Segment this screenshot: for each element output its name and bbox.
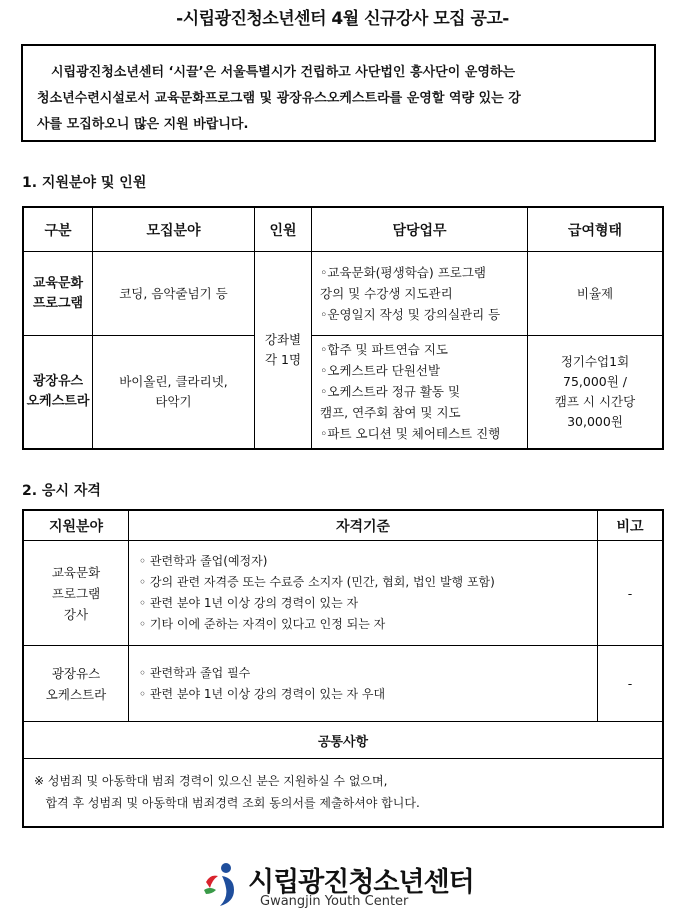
headcount-text: 강좌별 bbox=[264, 331, 302, 347]
center-logo bbox=[200, 860, 500, 910]
pay-text: 캠프 시 시간당 bbox=[554, 393, 636, 409]
common-line: 합격 후 성범죄 및 아동학대 범죄경력 조회 동의서를 제출하셔야 합니다. bbox=[34, 796, 420, 811]
field-cell bbox=[23, 541, 129, 646]
criteria-item: ◦ 강의 관련 자격증 또는 수료증 소지자 (민간, 협회, 법인 발행 포함) bbox=[139, 575, 495, 589]
common-heading: 공통사항 bbox=[23, 722, 663, 759]
criteria-cell bbox=[129, 541, 598, 646]
pay-cell bbox=[528, 336, 664, 449]
category-text: 광장유스 bbox=[32, 373, 84, 389]
field-text: 오케스트라 bbox=[45, 686, 107, 702]
duty-item: 캠프, 연주회 참여 및 지도 bbox=[320, 405, 461, 421]
table-row bbox=[23, 541, 663, 646]
headcount-text: 각 1명 bbox=[264, 351, 302, 367]
field-text: 교육문화 bbox=[51, 564, 101, 580]
criteria-item: ◦ 기타 이에 준하는 자격이 있다고 인정 되는 자 bbox=[139, 617, 386, 631]
header-headcount: 인원 bbox=[255, 207, 312, 252]
duty-item: 강의 및 수강생 지도관리 bbox=[320, 286, 453, 301]
category-cell bbox=[23, 252, 93, 336]
field-text: 광장유스 bbox=[51, 665, 101, 681]
intro-line: 청소년수련시설로서 교육문화프로그램 및 광장유스오케스트라를 운영할 역량 있는 강 bbox=[37, 91, 521, 106]
table-row bbox=[23, 252, 663, 336]
criteria-item: ◦ 관련 분야 1년 이상 강의 경력이 있는 자 우대 bbox=[139, 686, 386, 701]
field-text: 바이올린, 클라리넷, bbox=[119, 373, 228, 389]
duties-cell bbox=[312, 336, 528, 449]
duty-item: ◦합주 및 파트연습 지도 bbox=[320, 342, 448, 358]
common-heading-row bbox=[23, 722, 663, 759]
logo-name-kr: 시립광진청소년센터 bbox=[248, 867, 474, 898]
recruit-table bbox=[22, 206, 664, 450]
criteria-item: ◦ 관련학과 졸업(예정자) bbox=[139, 554, 268, 568]
duty-item: ◦오케스트라 정규 활동 및 bbox=[320, 384, 461, 400]
header-field: 모집분야 bbox=[93, 207, 255, 252]
category-text: 교육문화 bbox=[32, 275, 84, 291]
pay-text: 30,000원 bbox=[567, 413, 623, 429]
common-body-row bbox=[23, 759, 663, 827]
note-cell: - bbox=[598, 646, 664, 722]
table-header-row bbox=[23, 510, 663, 541]
criteria-item: ◦ 관련학과 졸업 필수 bbox=[139, 665, 251, 680]
intro-box bbox=[21, 44, 656, 142]
duty-item: ◦운영일지 작성 및 강의실관리 등 bbox=[320, 307, 501, 322]
note-cell: - bbox=[598, 541, 664, 646]
field-cell bbox=[23, 646, 129, 722]
category-text: 프로그램 bbox=[32, 295, 84, 311]
duty-item: ◦오케스트라 단원선발 bbox=[320, 363, 441, 379]
pay-text: 75,000원 / bbox=[563, 373, 627, 389]
logo-mark-icon bbox=[200, 860, 244, 910]
page-title: -시립광진청소년센터 4월 신규강사 모집 공고- bbox=[176, 9, 509, 29]
duties-cell bbox=[312, 252, 528, 336]
field-cell: 코딩, 음악줄넘기 등 bbox=[93, 252, 255, 336]
table-row bbox=[23, 336, 663, 449]
field-cell bbox=[93, 336, 255, 449]
header-pay: 급여형태 bbox=[528, 207, 664, 252]
criteria-cell bbox=[129, 646, 598, 722]
field-text: 타악기 bbox=[155, 393, 192, 409]
intro-line: 시립광진청소년센터 ‘시끌’은 서울특별시가 건립하고 사단법인 흥사단이 운영하는 bbox=[51, 65, 516, 80]
header-criteria: 자격기준 bbox=[129, 510, 598, 541]
header-note: 비고 bbox=[598, 510, 664, 541]
common-line: ※ 성범죄 및 아동학대 범죄 경력이 있으신 분은 지원하실 수 없으며, bbox=[34, 774, 388, 789]
category-text: 오케스트라 bbox=[26, 393, 90, 409]
table-row bbox=[23, 646, 663, 722]
headcount-cell bbox=[255, 252, 312, 449]
table-header-row bbox=[23, 207, 663, 252]
section2-heading: 2. 응시 자격 bbox=[22, 483, 101, 499]
intro-line: 사를 모집하오니 많은 지원 바랍니다. bbox=[37, 117, 249, 132]
field-text: 프로그램 bbox=[51, 585, 101, 601]
category-cell bbox=[23, 336, 93, 449]
header-category: 구분 bbox=[23, 207, 93, 252]
pay-cell: 비율제 bbox=[528, 252, 664, 336]
field-text: 강사 bbox=[63, 606, 89, 622]
qualification-table bbox=[22, 509, 664, 828]
header-field: 지원분야 bbox=[23, 510, 129, 541]
common-text bbox=[23, 759, 663, 827]
header-duties: 담당업무 bbox=[312, 207, 528, 252]
duty-item: ◦파트 오디션 및 체어테스트 진행 bbox=[320, 426, 501, 442]
logo-name-en: Gwangjin Youth Center bbox=[260, 894, 409, 909]
criteria-item: ◦ 관련 분야 1년 이상 강의 경력이 있는 자 bbox=[139, 596, 359, 610]
duty-item: ◦교육문화(평생학습) 프로그램 bbox=[320, 265, 487, 280]
pay-text: 정기수업1회 bbox=[560, 353, 630, 369]
section1-heading: 1. 지원분야 및 인원 bbox=[22, 175, 147, 191]
